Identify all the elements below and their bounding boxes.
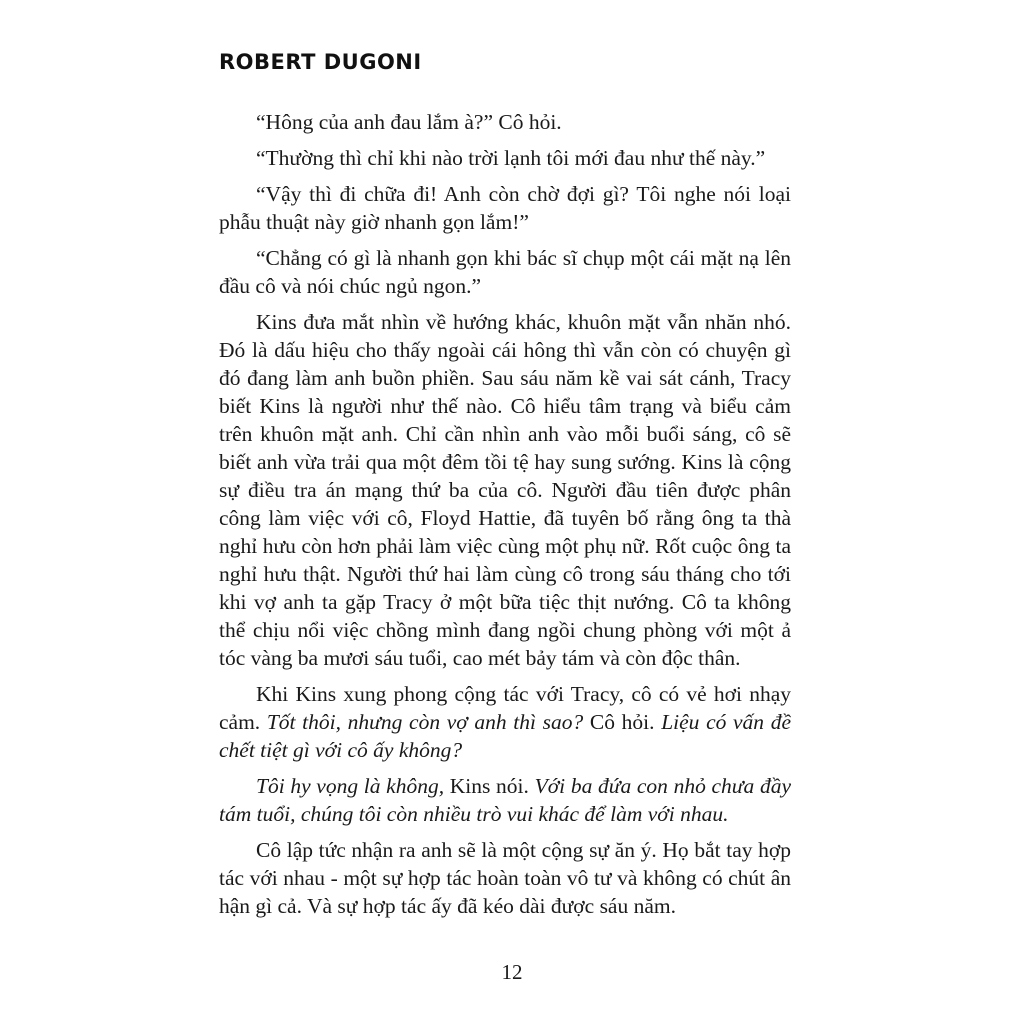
running-header-author: ROBERT DUGONI xyxy=(219,50,422,74)
page-number: 12 xyxy=(501,960,523,984)
paragraph xyxy=(219,308,791,672)
text-segment: “Chẳng có gì là nhanh gọn khi bác sĩ chụp một cái mặt nạ lên đầu cô và nói chúc ngủ ngon.” xyxy=(219,246,791,298)
italic-text-segment: Với ba đứa con nhỏ chưa đầy tám tuổi, chúng tôi còn nhiều trò vui khác để làm với nhau. xyxy=(219,774,791,826)
italic-text-segment: Tôi hy vọng là không, xyxy=(256,774,445,798)
paragraph xyxy=(219,244,791,300)
italic-text-segment: Tốt thôi, nhưng còn vợ anh thì sao? xyxy=(266,710,584,734)
text-segment: “Hông của anh đau lắm à?” Cô hỏi. xyxy=(256,110,562,134)
paragraph xyxy=(219,180,791,236)
paragraph xyxy=(219,772,791,828)
text-segment: “Thường thì chỉ khi nào trời lạnh tôi mới đau như thế này.” xyxy=(256,146,766,170)
text-segment: Khi Kins xung phong cộng tác với Tracy, cô có vẻ hơi nhạy cảm. xyxy=(219,682,791,734)
text-segment: Cô hỏi. xyxy=(583,710,662,734)
paragraph xyxy=(219,836,791,920)
paragraph xyxy=(219,680,791,764)
text-segment: “Vậy thì đi chữa đi! Anh còn chờ đợi gì? Tôi nghe nói loại phẫu thuật này giờ nhanh gọn lắm!” xyxy=(219,182,791,234)
paragraph xyxy=(219,144,791,172)
text-segment: Kins đưa mắt nhìn về hướng khác, khuôn mặt vẫn nhăn nhó. Đó là dấu hiệu cho thấy ngoài cái hông thì vẫn còn có chuyện gì đó đang làm anh buồn phiền. Sau sáu năm kề vai sát cánh, Tracy biết Kins là người như thế nào. Cô hiểu tâm trạng và biểu cảm trên khuôn mặt anh. Chỉ cần nhìn anh vào mỗi buổi sáng, cô sẽ biết anh vừa trải qua một đêm tồi tệ hay sung sướng. Kins là cộng sự điều tra án mạng thứ ba của cô. Người đầu tiên được phân công làm việc với cô, Floyd Hattie, đã tuyên bố rằng ông ta thà nghỉ hưu còn hơn phải làm việc cùng một phụ nữ. Rốt cuộc ông ta nghỉ hưu thật. Người thứ hai làm cùng cô trong sáu tháng cho tới khi vợ anh ta gặp Tracy ở một bữa tiệc thịt nướng. Cô ta không thể chịu nổi việc chồng mình đang ngồi chung phòng với một ả tóc vàng ba mươi sáu tuổi, cao mét bảy tám và còn độc thân. xyxy=(219,310,791,670)
text-segment: Cô lập tức nhận ra anh sẽ là một cộng sự ăn ý. Họ bắt tay hợp tác với nhau - một sự hợp tác hoàn toàn vô tư và không có chút ân hận gì cả. Và sự hợp tác ấy đã kéo dài được sáu năm. xyxy=(219,838,791,918)
body-text xyxy=(219,108,791,928)
paragraph xyxy=(219,108,791,136)
text-segment: Kins nói. xyxy=(444,774,535,798)
italic-text-segment: Liệu có vấn đề chết tiệt gì với cô ấy không? xyxy=(219,710,791,762)
